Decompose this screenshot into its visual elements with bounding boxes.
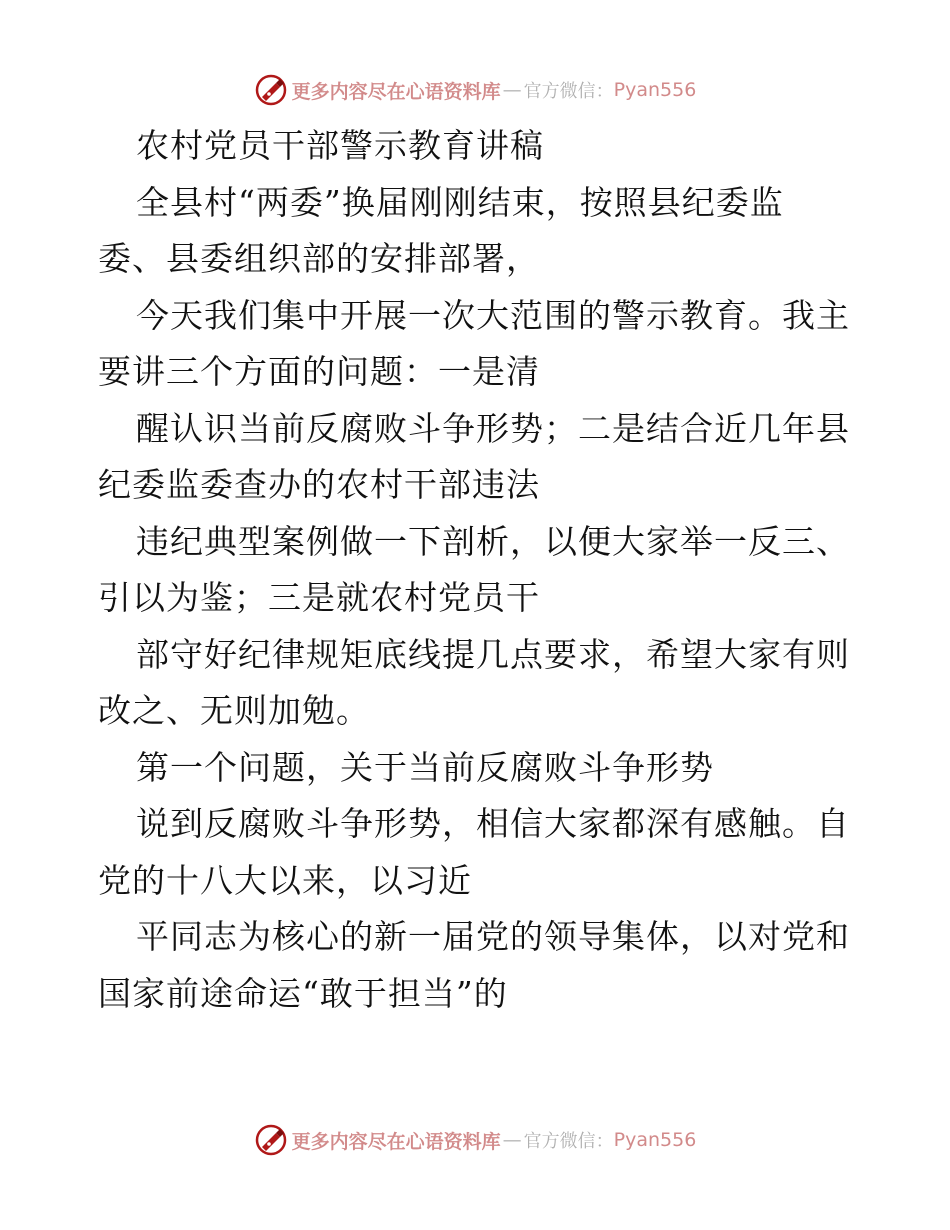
paragraph-line: 党的十八大以来，以习近 — [98, 860, 472, 900]
paragraph-line: 国家前途命运“敢于担当”的 — [98, 973, 508, 1013]
watermark-wechat-label: 官方微信： — [523, 81, 614, 102]
watermark-wechat-id: Pyan556 — [613, 1129, 697, 1151]
paragraph-line: 部守好纪律规矩底线提几点要求，希望大家有则 — [136, 634, 850, 674]
watermark-brand-text: 更多内容尽在心语资料库 — [291, 1130, 501, 1153]
paragraph-line: 今天我们集中开展一次大范围的警示教育。我主 — [136, 295, 850, 335]
pen-nib-logo-icon — [254, 73, 288, 107]
watermark-wechat-label: 官方微信： — [523, 1131, 614, 1152]
watermark-dash: — — [502, 1129, 522, 1151]
paragraph-line: 委、县委组织部的安排部署， — [98, 239, 540, 278]
document-body — [98, 118, 858, 1022]
document-title: 农村党员干部警示教育讲稿 — [136, 126, 544, 165]
paragraph-line: 说到反腐败斗争形势，相信大家都深有感触。自 — [136, 804, 850, 843]
section-heading: 第一个问题，关于当前反腐败斗争形势 — [136, 747, 714, 787]
paragraph-line: 全县村“两委”换届刚刚结束，按照县纪委监 — [136, 182, 784, 222]
footer-watermark — [0, 1118, 950, 1162]
watermark-dash: — — [502, 79, 522, 101]
paragraph-line: 违纪典型案例做一下剖析，以便大家举一反三、 — [136, 521, 850, 561]
paragraph-line: 平同志为核心的新一届党的领导集体，以对党和 — [136, 917, 850, 956]
paragraph-line: 要讲三个方面的问题：一是清 — [98, 352, 540, 391]
watermark-wechat-id: Pyan556 — [613, 79, 697, 101]
paragraph-line: 醒认识当前反腐败斗争形势；二是结合近几年县 — [136, 408, 850, 448]
pen-nib-logo-icon — [254, 1123, 288, 1157]
header-watermark — [0, 68, 950, 112]
paragraph-line: 纪委监委查办的农村干部违法 — [98, 465, 540, 504]
paragraph-line: 引以为鉴；三是就农村党员干 — [98, 578, 540, 617]
paragraph-line: 改之、无则加勉。 — [98, 691, 370, 730]
watermark-brand-text: 更多内容尽在心语资料库 — [291, 80, 501, 103]
